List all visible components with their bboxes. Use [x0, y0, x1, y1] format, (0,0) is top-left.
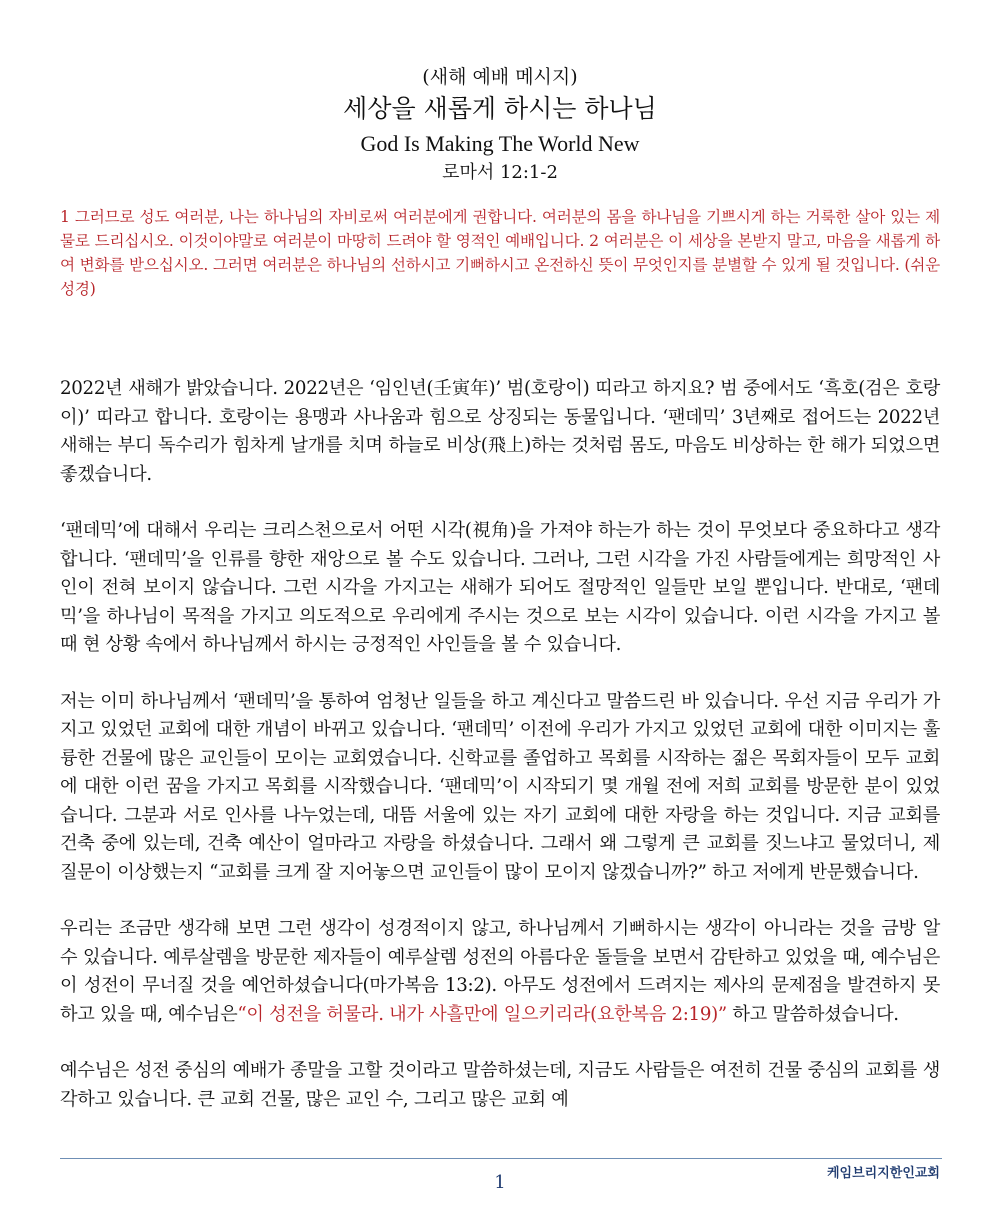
scripture-quote: “이 성전을 허물라. 내가 사흘만에 일으키리라(요한복음 2:19)”	[237, 1003, 727, 1025]
paragraph: 2022년 새해가 밝았습니다. 2022년은 ‘임인년(壬寅年)’ 범(호랑이) 띠라고 하지요? 범 중에서도 ‘흑호(검은 호랑이)’ 띠라고 합니다. 호랑이는 용맹과 사나움과 힘으로 상징되는 동물입니다. ‘팬데믹’ 3년째로 접어드는 2022년 새해는 부디 독수리가 힘차게 날개를 치며 하늘로 비상(飛上)하는 것처럼 몸도, 마음도 비상하는 한 해가 되었으면 좋겠습니다.	[60, 378, 940, 485]
paragraph	[60, 915, 940, 1029]
sermon-title-english: God Is Making The World New	[360, 131, 640, 156]
sermon-body	[60, 375, 940, 1142]
paragraph-text: 우리는 조금만 생각해 보면 그런 생각이 성경적이지 않고, 하나님께서 기뻐하시는 생각이 아니라는 것을 금방 알 수 있습니다. 예루살렘을 방문한 제자들이 예루살렘 성전의 아름다운 돌들을 보면서 감탄하고 있었을 때, 예수님은 이 성전이 무너질 것을 예언하셨습니다(마가복음 13:2). 아무도 성전에서 드려지는 제사의 문제점을 발견하지 못하고 있을 때, 예수님은	[60, 918, 940, 1025]
sermon-title: 세상을 새롭게 하시는 하나님	[343, 94, 657, 123]
paragraph: ‘팬데믹’에 대해서 우리는 크리스천으로서 어떤 시각(視角)을 가져야 하는가 하는 것이 무엇보다 중요하다고 생각합니다. ‘팬데믹’을 인류를 향한 재앙으로 볼 수도 있습니다. 그러나, 그런 시각을 가진 사람들에게는 희망적인 사인이 전혀 보이지 않습니다. 그런 시각을 가지고는 새해가 되어도 절망적인 일들만 보일 뿐입니다. 반대로, ‘팬데믹’을 하나님이 목적을 가지고 의도적으로 우리에게 주시는 것으로 보는 시각이 있습니다. 이런 시각을 가지고 볼 때 현 상황 속에서 하나님께서 하시는 긍정적인 사인들을 볼 수 있습니다.	[60, 520, 940, 655]
sermon-header	[0, 62, 1000, 186]
paragraph: 저는 이미 하나님께서 ‘팬데믹’을 통하여 엄청난 일들을 하고 계신다고 말씀드린 바 있습니다. 우선 지금 우리가 가지고 있었던 교회에 대한 개념이 바뀌고 있습니다. ‘팬데믹’ 이전에 우리가 가지고 있었던 교회에 대한 이미지는 훌륭한 건물에 많은 교인들이 모이는 교회였습니다. 신학교를 졸업하고 목회를 시작하는 젊은 목회자들이 모두 교회에 대한 이런 꿈을 가지고 목회를 시작했습니다. ‘팬데믹’이 시작되기 몇 개월 전에 저희 교회를 방문한 분이 있었습니다. 그분과 서로 인사를 나누었는데, 대뜸 서울에 있는 자기 교회에 대한 자랑을 하는 것입니다. 지금 교회를 건축 중에 있는데, 건축 예산이 얼마라고 자랑을 하셨습니다. 그래서 왜 그렇게 큰 교회를 짓느냐고 물었더니, 제 질문이 이상했는지 “교회를 크게 잘 지어놓으면 교인들이 많이 모이지 않겠습니까?” 하고 저에게 반문했습니다.	[60, 690, 940, 883]
footer-divider	[60, 1158, 942, 1159]
church-name: 케임브리지한인교회	[826, 1166, 940, 1181]
paragraph: 예수님은 성전 중심의 예배가 종말을 고할 것이라고 말씀하셨는데, 지금도 사람들은 여전히 건물 중심의 교회를 생각하고 있습니다. 큰 교회 건물, 많은 교인 수, 그리고 많은 교회 예	[60, 1060, 940, 1110]
page-number: 1	[494, 1172, 506, 1193]
paragraph-tail: 하고 말씀하셨습니다.	[726, 1003, 899, 1025]
scripture-reference: 로마서 12:1-2	[442, 162, 558, 183]
scripture-passage: 1 그러므로 성도 여러분, 나는 하나님의 자비로써 여러분에게 권합니다. 여러분의 몸을 하나님을 기쁘시게 하는 거룩한 살아 있는 제물로 드리십시오. 이것이야말로 여러분이 마땅히 드려야 할 영적인 예배입니다. 2 여러분은 이 세상을 본받지 말고, 마음을 새롭게 하여 변화를 받으십시오. 그러면 여러분은 하나님의 선하시고 기뻐하시고 온전하신 뜻이 무엇인지를 분별할 수 있게 될 것입니다. (쉬운성경)	[60, 208, 940, 298]
sermon-subtitle: (새해 예배 메시지)	[422, 66, 578, 88]
